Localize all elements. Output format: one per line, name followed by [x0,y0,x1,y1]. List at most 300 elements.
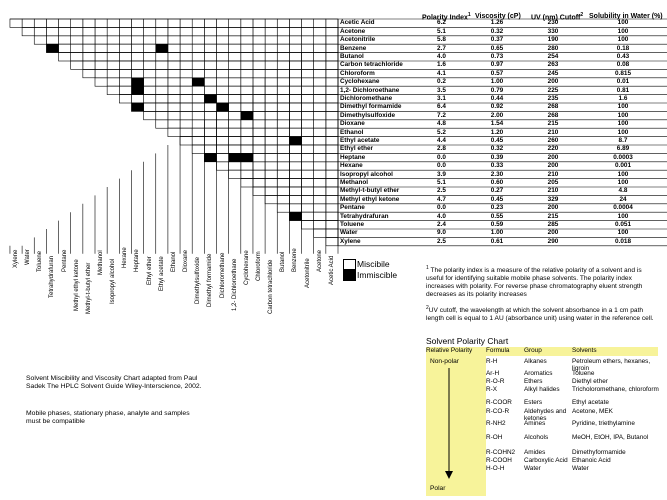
solubility-value: 6.89 [616,145,630,153]
immiscible-cell [289,212,301,220]
miscible-cell [277,61,289,69]
miscible-cell [95,61,107,69]
miscible-cell [326,44,338,52]
miscible-cell [204,137,216,145]
formula-cell: R-NH2 [486,420,506,427]
miscible-cell [265,187,277,195]
miscible-cell [326,19,338,27]
miscible-cell [277,36,289,44]
miscible-cell [119,27,131,35]
uv-cutoff-value: 235 [547,94,559,102]
miscible-cell [265,27,277,35]
miscible-cell [144,53,156,61]
miscible-cell [229,170,241,178]
miscible-cell [192,27,204,35]
group-cell: Alkanes [524,358,547,365]
uv-cutoff-value: 245 [547,69,559,77]
immiscible-cell [204,153,216,161]
miscible-cell [241,179,253,187]
miscible-cell [180,120,192,128]
miscible-cell [107,44,119,52]
miscible-cell [277,128,289,136]
solvent-name: Acetonitrile [340,36,376,44]
miscible-cell [229,78,241,86]
miscible-cell [265,120,277,128]
miscible-cell [192,103,204,111]
solubility-value: 100 [617,128,629,136]
miscible-cell [192,44,204,52]
immiscible-cell [204,95,216,103]
miscible-cell [265,53,277,61]
miscible-cell [241,27,253,35]
miscible-cell [168,95,180,103]
miscible-cell [314,95,326,103]
column-label: Heptane [134,248,141,272]
miscible-cell [314,204,326,212]
miscible-cell [217,86,229,94]
solvents-cell: Acetone, MEK [572,408,613,415]
miscible-cell [302,111,314,119]
solubility-value: 100 [617,27,629,35]
miscible-cell [289,27,301,35]
column-label: Cyclohexane [243,249,250,285]
miscible-cell [314,61,326,69]
miscible-cell [229,44,241,52]
miscible-cell [289,95,301,103]
uv-cutoff-value: 260 [547,136,559,144]
miscible-cell [302,78,314,86]
compatibility-note: Mobile phases, stationary phase, analyte and samples must be compatible [26,410,190,425]
formula-cell: R-COOH [486,457,512,464]
solubility-value: 100 [617,36,629,44]
miscible-cell [192,111,204,119]
immiscible-cell [46,44,58,52]
column-label: Hexane [122,247,129,269]
miscible-cell [204,111,216,119]
miscible-cell [131,53,143,61]
group-cell: Amides [524,449,546,456]
miscible-cell [59,36,71,44]
miscible-cell [95,19,107,27]
miscible-cell [168,78,180,86]
pc-header-formula: Formula [486,347,510,354]
column-label: Acetic Acid [328,255,335,285]
miscible-cell [119,53,131,61]
miscible-cell [302,53,314,61]
miscible-cell [265,145,277,153]
miscible-cell [314,229,326,237]
miscible-cell [156,111,168,119]
solubility-value: 0.01 [616,78,630,86]
miscible-cell [277,187,289,195]
miscible-cell [314,179,326,187]
miscible-cell [302,145,314,153]
miscible-cell [229,162,241,170]
miscible-cell [144,69,156,77]
solvent-name: Water [340,229,358,237]
viscosity-value: 1.20 [490,128,504,136]
miscible-cell [131,27,143,35]
immiscible-cell [241,111,253,119]
header-polarity-index: Polarity Index$^1$ [422,12,471,22]
miscible-cell [83,69,95,77]
solvent-name: Hexane [340,162,363,170]
miscible-cell [107,27,119,35]
miscible-cell [277,44,289,52]
formula-cell: R-X [486,386,498,393]
miscible-cell [302,103,314,111]
solvent-name: Dimethyl formamide [340,103,402,111]
miscible-cell [192,128,204,136]
solvent-name: Dichloromethane [340,94,393,102]
viscosity-value: 0.45 [490,136,504,144]
miscible-cell [229,95,241,103]
miscible-cell [217,69,229,77]
miscible-cell [302,86,314,94]
miscible-cell [302,162,314,170]
miscible-cell [46,19,58,27]
uv-cutoff-value: 254 [547,52,559,60]
miscible-cell [131,61,143,69]
miscible-cell [156,86,168,94]
solvents-cell: Toluene [572,370,595,377]
pc-header-relative: Relative Polarity [426,347,473,354]
immiscible-cell [229,153,241,161]
miscible-cell [289,204,301,212]
solvents-cell: Dimethyformamide [572,449,626,456]
miscible-cell [253,61,265,69]
miscible-cell [217,61,229,69]
polarity-value: 5.1 [437,27,446,35]
miscible-cell [131,95,143,103]
miscible-cell [217,44,229,52]
column-label: Tetrahydrafuran [49,255,56,298]
miscible-cell [326,195,338,203]
miscible-cell [229,103,241,111]
solubility-value: 24 [619,195,627,203]
note-polarity-index: $^1$ The polarity index is a measure of the relative polarity of a solvent and is useful for identifying suitable mobile phase solvents. The polarity index increases with polarity. For reverse phase chromatography eluent strength decreases as its polarity increases [426,265,643,299]
header-solubility: Solubility in Water (%) [589,13,663,20]
miscible-cell [192,53,204,61]
miscible-cell [192,145,204,153]
miscible-cell [241,36,253,44]
miscible-cell [289,86,301,94]
formula-cell: R-COHN2 [486,449,516,456]
miscible-cell [119,95,131,103]
solubility-value: 0.18 [616,44,630,52]
column-label: Butanol [280,251,287,272]
miscible-cell [265,153,277,161]
column-label: Methyl ethyl ketone [73,258,80,311]
miscible-cell [277,86,289,94]
miscible-cell [180,95,192,103]
formula-cell: R-COOR [486,399,512,406]
solubility-value: 100 [617,178,629,186]
immiscible-cell [131,86,143,94]
miscible-cell [59,19,71,27]
miscible-cell [71,36,83,44]
miscible-cell [253,153,265,161]
header-uv-cutoff: UV (nm) Cutoff$^2$ [531,12,584,22]
miscible-cell [34,19,46,27]
miscible-cell [229,120,241,128]
miscible-cell [204,103,216,111]
solubility-value: 0.018 [615,237,631,245]
uv-cutoff-value: 329 [547,195,559,203]
viscosity-value: 0.44 [490,94,504,102]
miscible-cell [144,78,156,86]
miscible-cell [168,111,180,119]
miscible-cell [71,53,83,61]
miscible-cell [107,53,119,61]
miscible-cell [83,36,95,44]
miscible-cell [180,69,192,77]
miscible-cell [241,86,253,94]
column-label: Dioxane [183,249,190,272]
miscible-cell [204,69,216,77]
solvent-name: Heptane [340,153,366,161]
miscible-cell [277,27,289,35]
viscosity-value: 0.79 [490,86,504,94]
viscosity-value: 0.45 [490,195,504,203]
polarity-value: 3.1 [437,94,446,102]
miscible-cell [192,86,204,94]
miscible-cell [156,69,168,77]
formula-cell: R-H [486,358,498,365]
miscible-cell [302,212,314,220]
miscible-cell [314,170,326,178]
miscible-cell [265,69,277,77]
miscible-cell [277,179,289,187]
formula-cell: H-O-H [486,465,505,472]
miscible-cell [326,221,338,229]
miscible-cell [289,61,301,69]
miscible-cell [71,61,83,69]
miscible-cell [302,128,314,136]
miscible-cell [302,204,314,212]
solvent-name: Dioxane [340,120,365,128]
miscible-cell [277,204,289,212]
miscible-cell [277,53,289,61]
miscible-cell [314,162,326,170]
miscible-cell [217,36,229,44]
miscible-cell [302,69,314,77]
miscible-cell [83,27,95,35]
solvent-name: Isopropyl alcohol [340,170,393,178]
miscible-cell [95,36,107,44]
solvents-cell: MeOH, EtOH, IPA, Butanol [572,434,649,441]
miscible-cell [180,78,192,86]
miscible-cell [83,53,95,61]
miscible-cell [10,19,22,27]
miscible-cell [326,179,338,187]
miscible-cell [34,27,46,35]
solubility-value: 100 [617,170,629,178]
solvents-cell: Water [572,465,589,472]
miscible-cell [326,53,338,61]
miscible-cell [59,53,71,61]
miscible-cell [253,95,265,103]
miscible-cell [314,195,326,203]
miscible-cell [59,27,71,35]
miscible-cell [204,120,216,128]
miscible-cell [289,19,301,27]
immiscible-cell [241,153,253,161]
miscible-cell [156,61,168,69]
miscible-cell [107,78,119,86]
miscible-cell [253,179,265,187]
miscible-cell [241,103,253,111]
miscible-cell [229,86,241,94]
miscible-cell [119,19,131,27]
viscosity-value: 0.73 [490,52,504,60]
miscible-cell [302,195,314,203]
solubility-value: 100 [617,103,629,111]
uv-cutoff-value: 190 [547,36,559,44]
miscible-cell [277,137,289,145]
uv-cutoff-value: 210 [547,170,559,178]
polarity-value: 4.8 [437,120,446,128]
solvents-cell: Tricholoromethane, chloroform [572,386,659,393]
miscible-cell [156,103,168,111]
miscible-cell [229,19,241,27]
miscible-cell [217,78,229,86]
miscible-cell [253,145,265,153]
polarity-value: 3.9 [437,170,446,178]
miscible-cell [22,19,34,27]
viscosity-value: 0.39 [490,153,504,161]
miscible-cell [204,27,216,35]
solubility-value: 100 [617,19,629,27]
miscible-cell [131,36,143,44]
viscosity-value: 0.65 [490,44,504,52]
formula-cell: R-CO-R [486,408,510,415]
solvent-name: Cyclohexane [340,78,380,86]
miscible-cell [144,44,156,52]
miscible-cell [314,86,326,94]
miscible-cell [144,111,156,119]
solubility-value: 100 [617,111,629,119]
polarity-value: 6.2 [437,19,446,27]
miscible-cell [326,128,338,136]
solvent-name: Acetone [340,27,366,35]
solvent-name: Methyl ethyl ketone [340,195,400,203]
miscible-cell [168,61,180,69]
miscible-cell [314,78,326,86]
header-viscosity: Viscosity (cP) [475,13,521,20]
miscible-cell [34,36,46,44]
miscible-cell [265,179,277,187]
miscible-cell [229,36,241,44]
group-cell: Alcohols [524,434,549,441]
miscible-cell [107,69,119,77]
uv-cutoff-value: 220 [547,145,559,153]
miscible-cell [107,19,119,27]
miscible-cell [71,27,83,35]
miscible-cell [253,78,265,86]
column-label: Xylene [12,249,19,269]
miscible-cell [253,27,265,35]
miscible-cell [314,128,326,136]
miscible-cell [241,120,253,128]
uv-cutoff-value: 200 [547,162,559,170]
miscible-cell [156,120,168,128]
solvent-name: Ethyl ether [340,145,374,153]
miscible-cell [144,103,156,111]
miscible-cell [204,53,216,61]
miscible-cell [277,120,289,128]
column-label: Chloroform [255,251,262,282]
solvent-name: Ethanol [340,128,364,136]
solvents-cell: Petroleum ethers, hexanes, ligroin [572,358,651,372]
miscible-cell [326,86,338,94]
solubility-value: 8.7 [618,136,628,144]
miscible-cell [253,162,265,170]
miscible-cell [326,120,338,128]
polarity-value: 4.4 [437,136,446,144]
miscible-cell [302,44,314,52]
viscosity-value: 0.59 [490,220,504,228]
miscible-cell [22,27,34,35]
polarity-chart-title: Solvent Polarity Chart [426,336,509,346]
miscible-label: Miscibile [357,259,390,269]
uv-cutoff-value: 200 [547,204,559,212]
miscible-cell [131,69,143,77]
group-cell: Alkyl halides [524,386,560,393]
miscible-cell [265,111,277,119]
miscible-cell [95,27,107,35]
miscible-cell [180,36,192,44]
miscible-cell [265,128,277,136]
miscible-cell [265,19,277,27]
miscible-cell [289,78,301,86]
miscible-cell [326,187,338,195]
group-cell: Esters [524,399,543,406]
solvents-cell: Ethanoic Acid [572,457,611,464]
miscible-cell [217,120,229,128]
miscible-cell [241,95,253,103]
miscible-cell [289,162,301,170]
miscible-cell [168,19,180,27]
miscible-cell [314,53,326,61]
immiscible-cell [131,78,143,86]
miscible-cell [289,153,301,161]
miscible-cell [241,61,253,69]
viscosity-value: 0.27 [490,187,504,195]
miscible-cell [253,53,265,61]
nonpolar-label: Non-polar [430,358,459,365]
miscible-cell [217,53,229,61]
group-cell: Water [524,465,541,472]
column-label: Dichloromethane [219,252,226,298]
miscible-cell [229,61,241,69]
solubility-value: 100 [617,229,629,237]
miscible-cell [289,53,301,61]
viscosity-value: 0.55 [490,212,504,220]
miscible-cell [217,153,229,161]
solubility-value: 0.0004 [613,204,633,212]
miscible-cell [119,44,131,52]
miscible-cell [217,137,229,145]
miscible-cell [83,19,95,27]
miscible-cell [156,53,168,61]
miscible-cell [326,162,338,170]
column-label: Carbon tetrachloride [268,259,275,314]
solubility-value: 0.43 [616,52,630,60]
miscible-cell [326,212,338,220]
polarity-value: 0.2 [437,78,446,86]
viscosity-value: 1.54 [490,120,504,128]
